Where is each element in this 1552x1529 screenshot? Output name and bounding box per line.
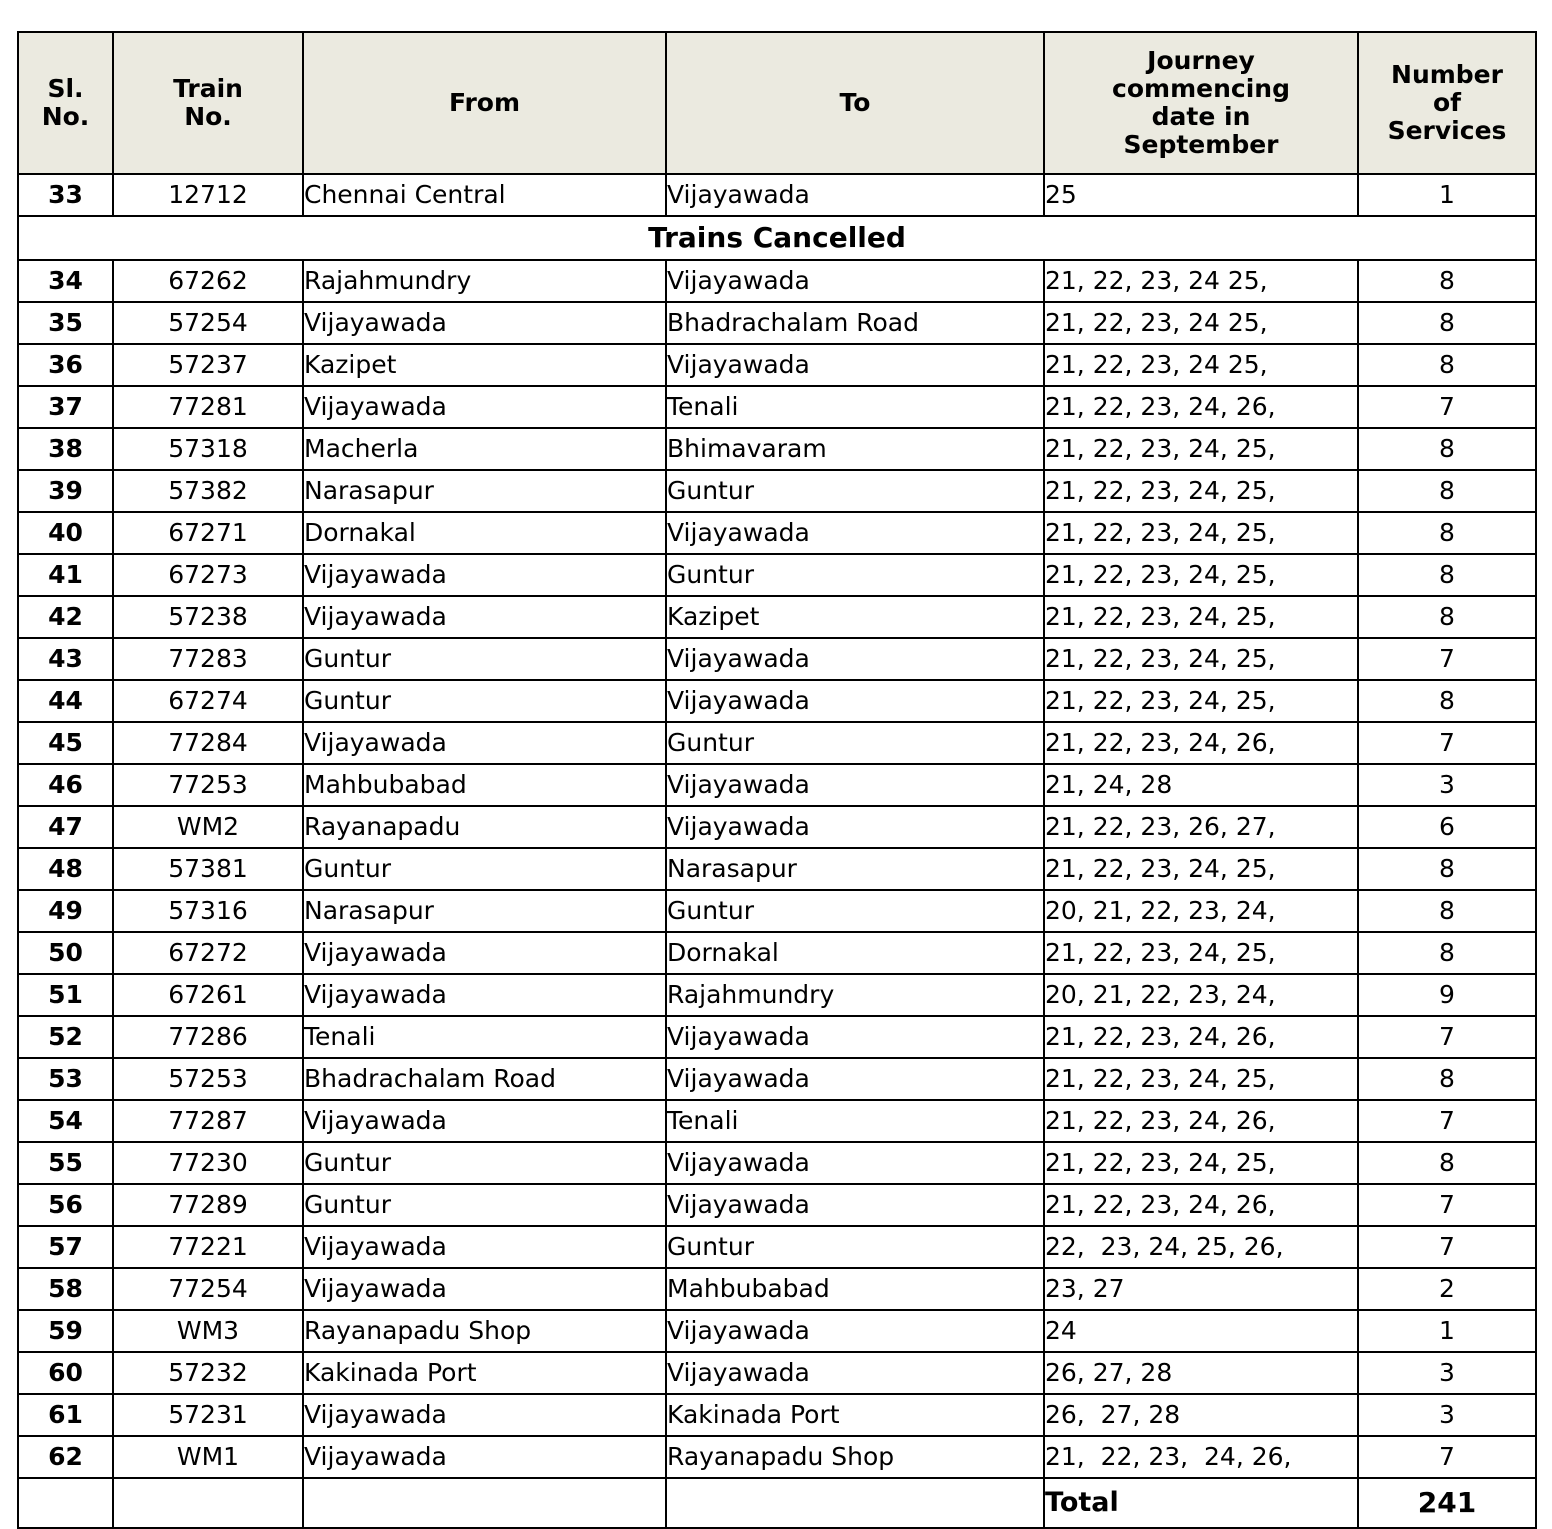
cell-train-no: WM3: [113, 1310, 303, 1352]
cell-from: Vijayawada: [303, 974, 666, 1016]
cell-from: Guntur: [303, 1184, 666, 1226]
cell-train-no: 57316: [113, 890, 303, 932]
table-row: [18, 1436, 1536, 1478]
cell-train-no: 77284: [113, 722, 303, 764]
cell-number-of-services: 7: [1358, 1436, 1536, 1478]
header-line: Train: [173, 74, 243, 103]
cell-from: Dornakal: [303, 512, 666, 554]
table-row: [18, 1394, 1536, 1436]
cell-from: Vijayawada: [303, 1100, 666, 1142]
cell-sl-no: 55: [18, 1142, 113, 1184]
cell-number-of-services: 7: [1358, 386, 1536, 428]
cell-from: [303, 1478, 666, 1528]
cell-train-no: 57231: [113, 1394, 303, 1436]
cell-journey-date: 21, 22, 23, 24, 25,: [1044, 1058, 1358, 1100]
table-header: [18, 32, 1536, 174]
cell-from: Rajahmundry: [303, 260, 666, 302]
cell-number-of-services: 3: [1358, 764, 1536, 806]
cell-to: Vijayawada: [666, 512, 1044, 554]
cell-sl-no: 39: [18, 470, 113, 512]
cell-number-of-services: 7: [1358, 1184, 1536, 1226]
cell-journey-date: 25: [1044, 174, 1358, 216]
cell-sl-no: 36: [18, 344, 113, 386]
cell-number-of-services: 1: [1358, 174, 1536, 216]
cell-from: Macherla: [303, 428, 666, 470]
table-row: [18, 596, 1536, 638]
cell-journey-date: 21, 22, 23, 26, 27,: [1044, 806, 1358, 848]
table-row: [18, 848, 1536, 890]
cell-sl-no: 45: [18, 722, 113, 764]
table-row: [18, 1352, 1536, 1394]
cell-number-of-services: 8: [1358, 260, 1536, 302]
cell-to: Guntur: [666, 1226, 1044, 1268]
table-row: [18, 722, 1536, 764]
cell-number-of-services: 8: [1358, 680, 1536, 722]
cell-journey-date: 24: [1044, 1310, 1358, 1352]
cell-sl-no: [18, 1478, 113, 1528]
column-header-number-of-services: [1358, 32, 1536, 174]
cell-to: Vijayawada: [666, 764, 1044, 806]
table-row: [18, 1016, 1536, 1058]
cell-to: Narasapur: [666, 848, 1044, 890]
cell-train-no: 57382: [113, 470, 303, 512]
section-heading-row: [18, 216, 1536, 260]
cell-number-of-services: 1: [1358, 1310, 1536, 1352]
cell-number-of-services: 6: [1358, 806, 1536, 848]
table-row: [18, 1226, 1536, 1268]
cell-journey-date: 21, 22, 23, 24 25,: [1044, 344, 1358, 386]
cell-sl-no: 57: [18, 1226, 113, 1268]
table-row: [18, 1058, 1536, 1100]
column-header-sl-no: [18, 32, 113, 174]
cell-journey-date: 21, 22, 23, 24, 25,: [1044, 512, 1358, 554]
cell-sl-no: 50: [18, 932, 113, 974]
header-line: commencing: [1112, 74, 1290, 103]
cell-from: Guntur: [303, 680, 666, 722]
cell-journey-date: 21, 22, 23, 24, 26,: [1044, 386, 1358, 428]
cell-number-of-services: 8: [1358, 344, 1536, 386]
cell-to: Vijayawada: [666, 638, 1044, 680]
cell-to: Vijayawada: [666, 1352, 1044, 1394]
header-line: Sl.: [47, 74, 84, 103]
cell-sl-no: 54: [18, 1100, 113, 1142]
cell-from: Vijayawada: [303, 596, 666, 638]
cell-journey-date: 21, 22, 23, 24, 26,: [1044, 1436, 1358, 1478]
cell-train-no: 67271: [113, 512, 303, 554]
cell-train-no: 77254: [113, 1268, 303, 1310]
cell-train-no: 57318: [113, 428, 303, 470]
cell-journey-date: 21, 22, 23, 24, 25,: [1044, 1142, 1358, 1184]
cell-sl-no: 53: [18, 1058, 113, 1100]
table-row: [18, 174, 1536, 216]
cell-journey-date: 21, 22, 23, 24, 25,: [1044, 932, 1358, 974]
cell-journey-date: 21, 22, 23, 24 25,: [1044, 260, 1358, 302]
cell-train-no: WM1: [113, 1436, 303, 1478]
cell-number-of-services: 8: [1358, 1142, 1536, 1184]
cell-sl-no: 35: [18, 302, 113, 344]
cell-number-of-services: 2: [1358, 1268, 1536, 1310]
cell-to: Kazipet: [666, 596, 1044, 638]
cell-sl-no: 43: [18, 638, 113, 680]
cell-from: Guntur: [303, 638, 666, 680]
cell-number-of-services: 8: [1358, 932, 1536, 974]
cell-train-no: 57232: [113, 1352, 303, 1394]
cell-train-no: 67274: [113, 680, 303, 722]
header-line: No.: [41, 102, 90, 131]
cell-from: Narasapur: [303, 470, 666, 512]
cell-number-of-services: 7: [1358, 722, 1536, 764]
cell-train-no: 67273: [113, 554, 303, 596]
cell-journey-date: 21, 22, 23, 24, 25,: [1044, 638, 1358, 680]
cell-from: Kazipet: [303, 344, 666, 386]
cell-number-of-services: 3: [1358, 1394, 1536, 1436]
header-row: [18, 32, 1536, 174]
cell-from: Vijayawada: [303, 1226, 666, 1268]
cell-to: Guntur: [666, 890, 1044, 932]
header-line: No.: [184, 102, 232, 131]
cell-sl-no: 60: [18, 1352, 113, 1394]
header-line: Number: [1391, 60, 1503, 89]
table-row: [18, 932, 1536, 974]
cell-to: Guntur: [666, 722, 1044, 764]
cell-sl-no: 48: [18, 848, 113, 890]
cell-journey-date: 21, 22, 23, 24, 25,: [1044, 848, 1358, 890]
cell-train-no: 77281: [113, 386, 303, 428]
cell-from: Kakinada Port: [303, 1352, 666, 1394]
cell-journey-date: 20, 21, 22, 23, 24,: [1044, 890, 1358, 932]
cell-from: Vijayawada: [303, 302, 666, 344]
cell-sl-no: 33: [18, 174, 113, 216]
train-services-table: [17, 31, 1537, 1529]
cell-number-of-services: 8: [1358, 596, 1536, 638]
cell-journey-date: 20, 21, 22, 23, 24,: [1044, 974, 1358, 1016]
table-row: [18, 1184, 1536, 1226]
cell-to: Vijayawada: [666, 1058, 1044, 1100]
cell-train-no: 57381: [113, 848, 303, 890]
cell-journey-date: 21, 22, 23, 24, 25,: [1044, 554, 1358, 596]
cell-to: Vijayawada: [666, 174, 1044, 216]
cell-number-of-services: 7: [1358, 1016, 1536, 1058]
cell-from: Vijayawada: [303, 386, 666, 428]
cell-journey-date: 21, 22, 23, 24, 26,: [1044, 1184, 1358, 1226]
cell-number-of-services: 7: [1358, 1226, 1536, 1268]
cell-to: [666, 1478, 1044, 1528]
cell-journey-date: 21, 22, 23, 24, 25,: [1044, 470, 1358, 512]
cell-to: Mahbubabad: [666, 1268, 1044, 1310]
cell-sl-no: 42: [18, 596, 113, 638]
cell-journey-date: 21, 22, 23, 24, 25,: [1044, 428, 1358, 470]
table-row: [18, 554, 1536, 596]
cell-number-of-services: 8: [1358, 470, 1536, 512]
cell-train-no: 77286: [113, 1016, 303, 1058]
table-row: [18, 428, 1536, 470]
cell-sl-no: 46: [18, 764, 113, 806]
cell-sl-no: 51: [18, 974, 113, 1016]
cell-number-of-services: 9: [1358, 974, 1536, 1016]
cell-train-no: 57253: [113, 1058, 303, 1100]
cell-number-of-services: 8: [1358, 554, 1536, 596]
column-header-train-no: [113, 32, 303, 174]
header-line: of: [1432, 88, 1462, 117]
cell-train-no: 67261: [113, 974, 303, 1016]
header-line: date in: [1151, 102, 1251, 131]
cell-train-no: 77287: [113, 1100, 303, 1142]
cell-journey-date: 21, 22, 23, 24, 26,: [1044, 1100, 1358, 1142]
cell-sl-no: 41: [18, 554, 113, 596]
cell-number-of-services: 241: [1358, 1478, 1536, 1528]
cell-train-no: 77283: [113, 638, 303, 680]
cell-from: Vijayawada: [303, 1436, 666, 1478]
cell-to: Vijayawada: [666, 1184, 1044, 1226]
cell-sl-no: 49: [18, 890, 113, 932]
table-row: [18, 1100, 1536, 1142]
table-row: [18, 764, 1536, 806]
cell-train-no: 67262: [113, 260, 303, 302]
cell-journey-date: 21, 22, 23, 24, 25,: [1044, 680, 1358, 722]
cell-to: Vijayawada: [666, 1310, 1044, 1352]
header-line: September: [1123, 130, 1279, 159]
cell-from: Rayanapadu Shop: [303, 1310, 666, 1352]
header-line: Services: [1387, 116, 1507, 145]
cell-journey-date: 21, 22, 23, 24, 25,: [1044, 596, 1358, 638]
column-header-journey-date: [1044, 32, 1358, 174]
cell-from: Vijayawada: [303, 1268, 666, 1310]
cell-number-of-services: 8: [1358, 890, 1536, 932]
cell-to: Vijayawada: [666, 1016, 1044, 1058]
cell-from: Guntur: [303, 1142, 666, 1184]
cell-number-of-services: 3: [1358, 1352, 1536, 1394]
cell-journey-date: 26, 27, 28: [1044, 1394, 1358, 1436]
cell-sl-no: 44: [18, 680, 113, 722]
cell-train-no: [113, 1478, 303, 1528]
cell-number-of-services: 7: [1358, 638, 1536, 680]
cell-to: Guntur: [666, 554, 1044, 596]
cell-journey-date: 23, 27: [1044, 1268, 1358, 1310]
cell-from: Vijayawada: [303, 722, 666, 764]
cell-from: Narasapur: [303, 890, 666, 932]
cell-number-of-services: 8: [1358, 848, 1536, 890]
table-row: [18, 890, 1536, 932]
table-row: [18, 638, 1536, 680]
cell-from: Vijayawada: [303, 932, 666, 974]
column-header-to: To: [666, 32, 1044, 174]
cell-sl-no: 52: [18, 1016, 113, 1058]
table-row: [18, 1268, 1536, 1310]
cell-train-no: 77221: [113, 1226, 303, 1268]
cell-to: Bhadrachalam Road: [666, 302, 1044, 344]
cell-to: Kakinada Port: [666, 1394, 1044, 1436]
cell-sl-no: 40: [18, 512, 113, 554]
cell-sl-no: 34: [18, 260, 113, 302]
table-row: [18, 260, 1536, 302]
cell-sl-no: 62: [18, 1436, 113, 1478]
cell-train-no: 77230: [113, 1142, 303, 1184]
table-row: [18, 806, 1536, 848]
cell-to: Guntur: [666, 470, 1044, 512]
cell-to: Rayanapadu Shop: [666, 1436, 1044, 1478]
cell-sl-no: 47: [18, 806, 113, 848]
cell-train-no: 57238: [113, 596, 303, 638]
cell-journey-date: 22, 23, 24, 25, 26,: [1044, 1226, 1358, 1268]
cell-from: Bhadrachalam Road: [303, 1058, 666, 1100]
cell-number-of-services: 7: [1358, 1100, 1536, 1142]
cell-from: Chennai Central: [303, 174, 666, 216]
table-row: [18, 680, 1536, 722]
cell-to: Tenali: [666, 386, 1044, 428]
cell-to: Vijayawada: [666, 680, 1044, 722]
table-row: [18, 470, 1536, 512]
cell-from: Guntur: [303, 848, 666, 890]
cell-journey-date: 21, 22, 23, 24 25,: [1044, 302, 1358, 344]
cell-number-of-services: 8: [1358, 428, 1536, 470]
cell-sl-no: 37: [18, 386, 113, 428]
cell-journey-date: 21, 22, 23, 24, 26,: [1044, 722, 1358, 764]
cell-sl-no: 59: [18, 1310, 113, 1352]
cell-to: Rajahmundry: [666, 974, 1044, 1016]
cell-journey-date: 21, 24, 28: [1044, 764, 1358, 806]
table-row: [18, 386, 1536, 428]
cell-to: Dornakal: [666, 932, 1044, 974]
cell-from: Mahbubabad: [303, 764, 666, 806]
cell-to: Vijayawada: [666, 344, 1044, 386]
cell-from: Vijayawada: [303, 554, 666, 596]
cell-sl-no: 56: [18, 1184, 113, 1226]
cell-to: Vijayawada: [666, 260, 1044, 302]
cell-sl-no: 61: [18, 1394, 113, 1436]
cell-number-of-services: 8: [1358, 302, 1536, 344]
cell-to: Tenali: [666, 1100, 1044, 1142]
cell-train-no: 57254: [113, 302, 303, 344]
cell-train-no: 57237: [113, 344, 303, 386]
cell-train-no: 77289: [113, 1184, 303, 1226]
cell-journey-date: 26, 27, 28: [1044, 1352, 1358, 1394]
column-header-from: From: [303, 32, 666, 174]
cell-train-no: WM2: [113, 806, 303, 848]
table-row: [18, 1478, 1536, 1528]
cell-to: Bhimavaram: [666, 428, 1044, 470]
cell-number-of-services: 8: [1358, 1058, 1536, 1100]
table-row: [18, 302, 1536, 344]
cell-from: Tenali: [303, 1016, 666, 1058]
table-row: [18, 974, 1536, 1016]
table-body: [18, 174, 1536, 1528]
table-row: [18, 344, 1536, 386]
table-row: [18, 512, 1536, 554]
cell-train-no: 77253: [113, 764, 303, 806]
cell-sl-no: 38: [18, 428, 113, 470]
cell-from: Vijayawada: [303, 1394, 666, 1436]
table-row: [18, 1310, 1536, 1352]
cell-sl-no: 58: [18, 1268, 113, 1310]
header-line: Journey: [1147, 46, 1255, 75]
cell-number-of-services: 8: [1358, 512, 1536, 554]
cell-train-no: 67272: [113, 932, 303, 974]
cell-from: Rayanapadu: [303, 806, 666, 848]
cell-to: Vijayawada: [666, 806, 1044, 848]
cell-journey-date: Total: [1044, 1478, 1358, 1528]
table-row: [18, 1142, 1536, 1184]
cell-train-no: 12712: [113, 174, 303, 216]
section-heading-label: Trains Cancelled: [18, 216, 1536, 260]
cell-journey-date: 21, 22, 23, 24, 26,: [1044, 1016, 1358, 1058]
cell-to: Vijayawada: [666, 1142, 1044, 1184]
